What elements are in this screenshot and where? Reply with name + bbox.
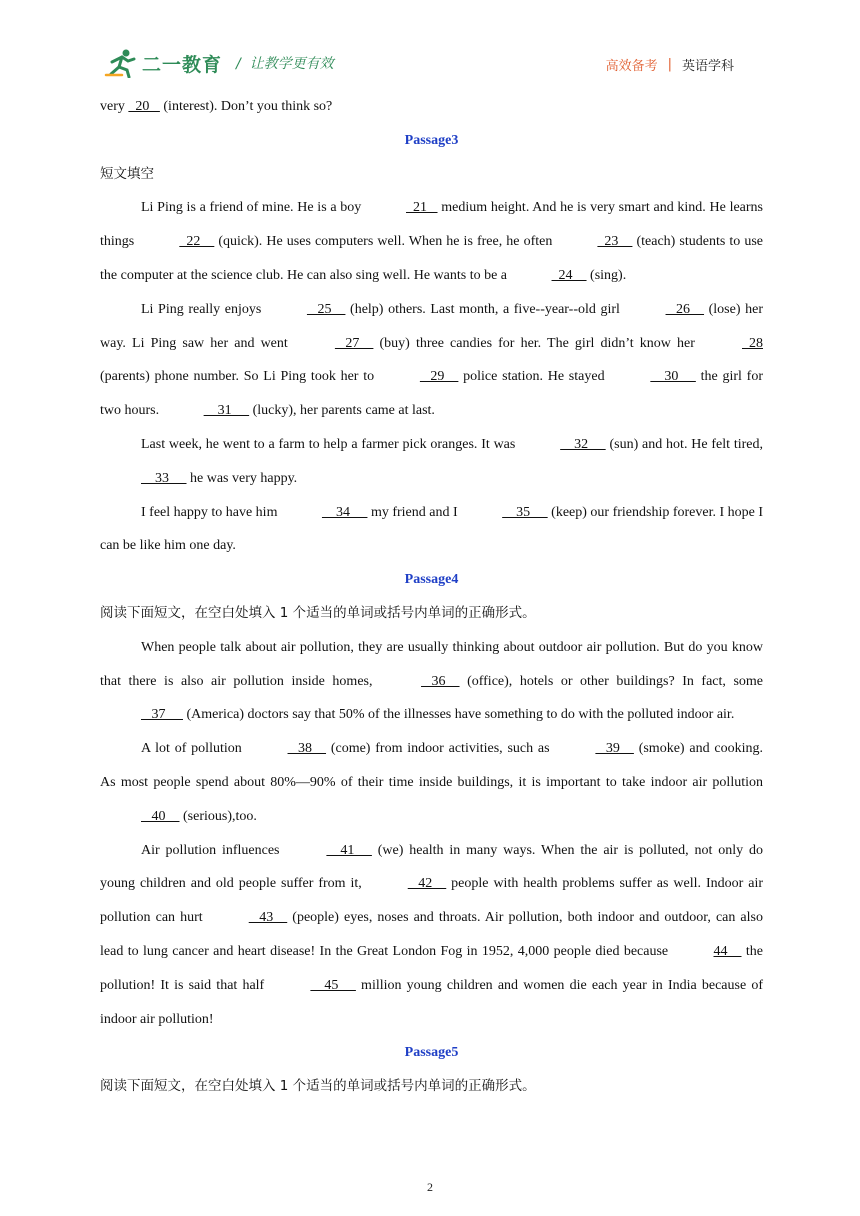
brand-slogan: / 让教学更有效 [236,56,334,72]
blank-37: 37 [141,707,183,723]
blank-26: 26 [665,301,705,317]
passage-3-paragraph-2: Li Ping really enjoys 25 (help) others. Last month, a five--year--old girl 26 (lose) her way. Li Ping saw her and went 27 (buy) three candies for her. The girl didn’t know her 28 (parents) phone number. So Li Ping took her to 29 police station. He stayed 30 the girl for two hours. 31 (lucky), her parents came at last. [100,293,763,428]
blank-29: 29 [419,369,459,385]
blank-45: 45 [310,977,356,993]
page-number: 2 [427,1180,433,1194]
passage-3-title: Passage3 [404,132,459,148]
brand-logo [104,46,334,80]
blank-20: 20 [128,99,160,114]
blank-41: 41 [326,842,372,858]
passage-3-instruction: 短文填空 [100,165,154,182]
passage-4-paragraph-2: A lot of pollution 38 (come) from indoor activities, such as 39 (smoke) and cooking. As most people spend about 80%—90% of their time inside buildings, it is important to take indoor air pollution 40 (serious),too. [100,732,763,833]
blank-24: 24 [551,267,587,283]
blank-32: 32 [560,436,606,452]
blank-30: 30 [650,369,696,385]
passage-5-title: Passage5 [404,1045,459,1061]
runner-logo-icon [104,48,138,78]
blank-44: 44 [713,943,742,959]
blank-31: 31 [203,403,250,419]
blank-35: 35 [502,504,548,520]
blank-23: 23 [597,234,633,250]
blank-39: 39 [595,741,634,757]
page-header [0,0,860,90]
header-separator: | [667,57,672,72]
blank-27: 27 [334,335,374,351]
blank-25: 25 [306,301,346,317]
blank-22: 22 [179,234,215,250]
brand-name: 二一教育 [142,53,223,76]
header-tags [606,55,734,74]
blank-36: 36 [421,673,460,689]
blank-43: 43 [248,910,288,926]
tag-exam-prep: 高效备考 [605,59,658,74]
passage-5-instruction: 阅读下面短文，在空白处填入 1 个适当的单词或括号内单词的正确形式。 [100,1078,536,1095]
blank-34: 34 [321,504,368,520]
document-body [100,90,763,1104]
slogan-text: 让教学更有效 [249,56,334,72]
continued-line: very 20 (interest). Don’t you think so? [100,90,763,124]
passage-3-paragraph-3: Last week, he went to a farm to help a farmer pick oranges. It was 32 (sun) and hot. He felt tired, 33 he was very happy. [100,428,763,496]
blank-21: 21 [406,200,438,216]
tag-subject: 英语学科 [681,59,734,74]
blank-33: 33 [141,470,187,486]
passage-4-instruction: 阅读下面短文，在空白处填入 1 个适当的单词或括号内单词的正确形式。 [100,604,536,621]
passage-3-paragraph-4: I feel happy to have him 34 my friend and I 35 (keep) our friendship forever. I hope I can be like him one day. [100,496,763,564]
blank-28: 28 [742,335,763,351]
passage-4-paragraph-1: When people talk about air pollution, they are usually thinking about outdoor air pollution. But do you know that there is also air pollution inside homes, 36 (office), hotels or other buildings? In fact, some 37 (America) doctors say that 50% of the illnesses have something to do with the polluted indoor air. [100,631,763,732]
passage-4-title: Passage4 [404,572,459,588]
blank-42: 42 [407,876,447,892]
blank-38: 38 [287,741,327,757]
blank-40: 40 [141,808,180,824]
passage-4-paragraph-3: Air pollution influences 41 (we) health in many ways. When the air is polluted, not only do young children and old people suffer from it, 42 people with health problems suffer as well. Indoor air pollution can hurt 43 (people) eyes, noses and throats. Air pollution, both indoor and outdoor, can also lead to lung cancer and heart disease! In the Great London Fog in 1952, 4,000 people died because 44 the pollution! It is said that half 45 million young children and women die each year in India because of indoor air pollution! [100,834,763,1037]
passage-3-paragraph-1: Li Ping is a friend of mine. He is a boy 21 medium height. And he is very smart and kind. He learns things 22 (quick). He uses computers well. When he is free, he often 23 (teach) students to use the computer at the science club. He can also sing well. He wants to be a 24 (sing). [100,191,763,292]
